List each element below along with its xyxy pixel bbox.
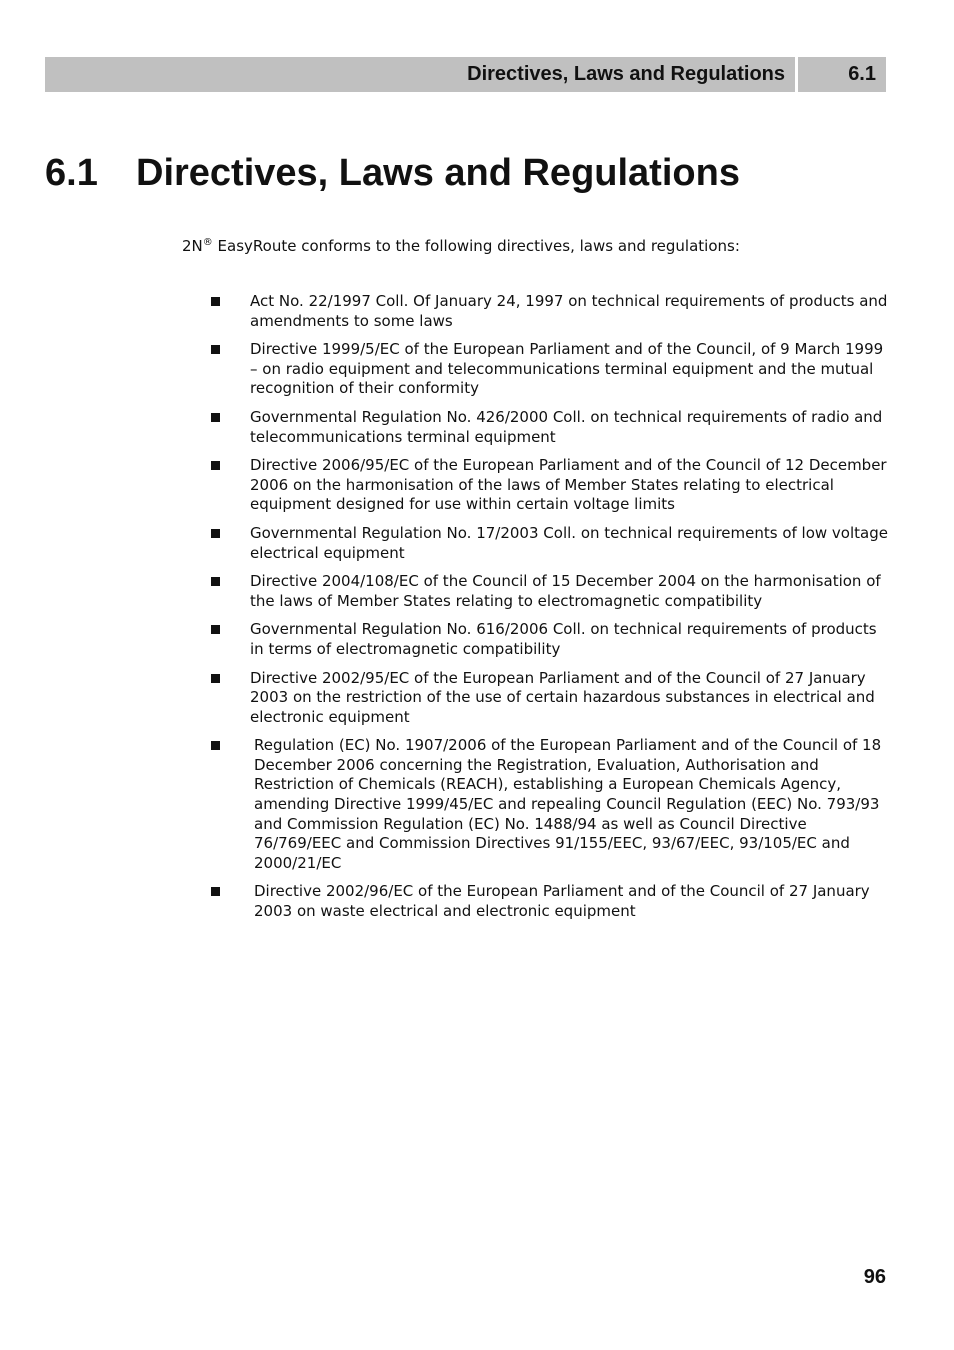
square-bullet-icon [211,529,220,538]
square-bullet-icon [211,625,220,634]
list-item [208,524,888,563]
list-item-text: Directive 2006/95/EC of the European Parliament and of the Council of 12 December 2006 on the harmonisation of the laws of Member States relating to electrical equipment designed for use within certain voltage limits [250,456,887,514]
list-item [208,572,888,611]
section-heading-number: 6.1 [45,152,98,194]
intro-text: EasyRoute conforms to the following directives, laws and regulations: [212,237,740,255]
list-item [208,620,888,659]
directives-list [208,292,888,931]
running-header-title: Directives, Laws and Regulations [45,57,798,92]
square-bullet-icon [211,577,220,586]
intro-paragraph [182,233,740,256]
square-bullet-icon [211,297,220,306]
list-item [208,736,888,873]
list-item-text: Governmental Regulation No. 17/2003 Coll. on technical requirements of low voltage electrical equipment [250,523,888,562]
list-item-text: Directive 1999/5/EC of the European Parliament and of the Council, of 9 March 1999 – on radio equipment and telecommunications terminal equipment and the mutual recognition of their conformity [250,340,884,398]
section-heading [45,148,740,198]
square-bullet-icon [211,741,220,750]
intro-brand: 2N [182,237,203,255]
square-bullet-icon [211,345,220,354]
list-item [208,456,888,515]
square-bullet-icon [211,674,220,683]
list-item [208,340,888,399]
list-item-text: Directive 2002/95/EC of the European Parliament and of the Council of 27 January 2003 on the restriction of the use of certain hazardous substances in electrical and electronic equipment [250,668,875,726]
running-header-section-number: 6.1 [848,63,876,85]
page-number: 96 [863,1266,886,1288]
list-item [208,882,888,921]
list-item-text: Act No. 22/1997 Coll. Of January 24, 1997 on technical requirements of products and amendments to some laws [250,292,888,330]
square-bullet-icon [211,413,220,422]
registered-mark: ® [202,237,213,248]
list-item-text: Directive 2004/108/EC of the Council of 15 December 2004 on the harmonisation of the laws of Member States relating to electromagnetic compatibility [250,572,881,610]
list-item-text: Directive 2002/96/EC of the European Parliament and of the Council of 27 January 2003 on waste electrical and electronic equipment [254,882,870,921]
list-item [208,669,888,728]
list-item-text: Regulation (EC) No. 1907/2006 of the European Parliament and of the Council of 18 December 2006 concerning the Registration, Evaluation, Authorisation and Restriction of Chemicals (REACH), establishing a European Chemicals Agency, amending Directive 1999/45/EC and repealing Council Regulation (EEC) No. 793/93 and Commission Regulation (EC) No. 1488/94 as well as Council Directive 76/769/EEC and Commission Directives 91/155/EEC, 93/67/EEC, 93/105/EC and 2000/21/EC [254,736,882,872]
list-item-text: Governmental Regulation No. 426/2000 Coll. on technical requirements of radio and telecommunications terminal equipment [250,407,883,446]
list-item-text: Governmental Regulation No. 616/2006 Coll. on technical requirements of products in terms of electromagnetic compatibility [250,620,877,658]
running-header [45,57,886,92]
square-bullet-icon [211,887,220,896]
list-item [208,408,888,447]
section-heading-title: Directives, Laws and Regulations [136,152,740,194]
list-item [208,292,888,331]
square-bullet-icon [211,461,220,470]
